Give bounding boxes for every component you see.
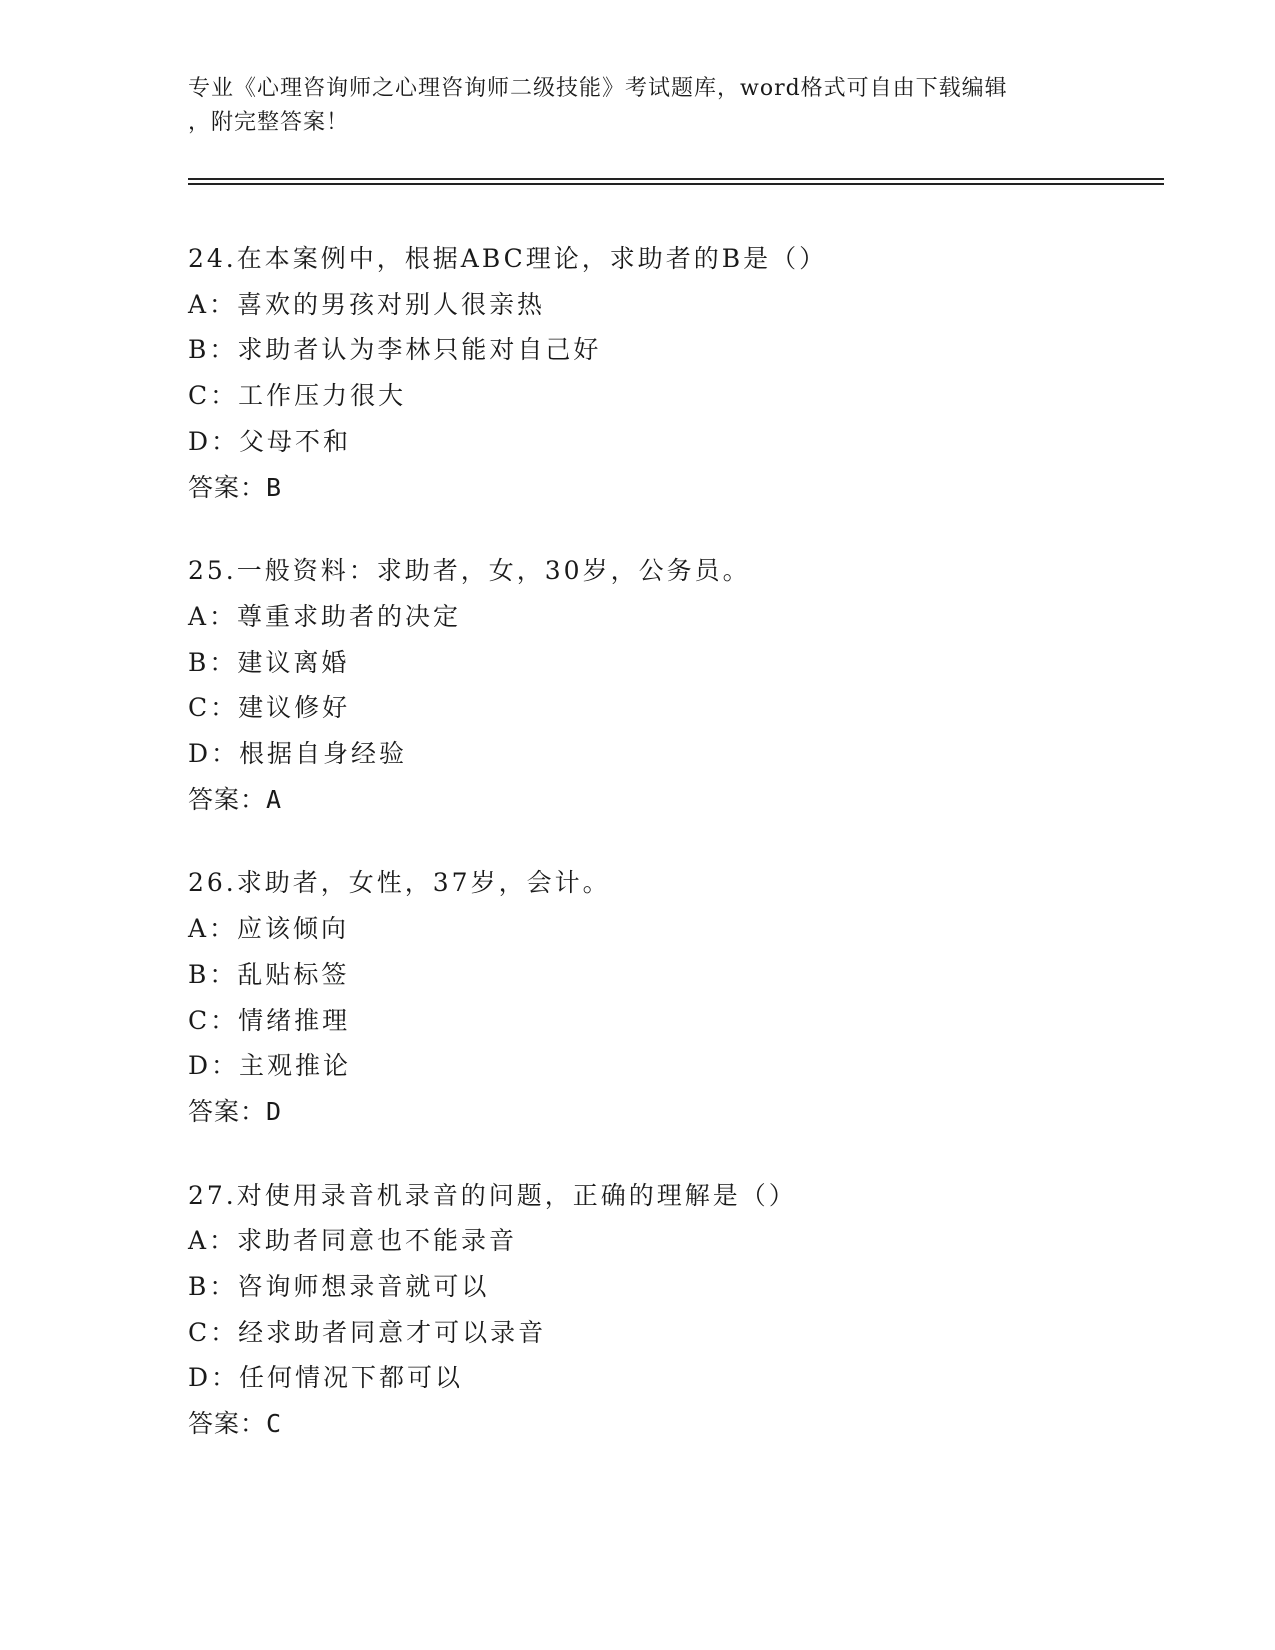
question-text: 27.对使用录音机录音的问题，正确的理解是（） [188,1180,797,1210]
question-list [188,236,1168,1485]
option-d: D：主观推论 [188,1051,352,1081]
option-b: B：乱贴标签 [188,959,350,989]
option-d: D：父母不和 [188,426,352,456]
header-rule-bottom [188,183,1164,185]
question-25 [188,548,1168,822]
header-rule-top [188,178,1164,180]
option-c: C：建议修好 [188,693,351,723]
option-c: C：工作压力很大 [188,381,407,411]
option-a: A：喜欢的男孩对别人很亲热 [188,289,546,319]
document-header [188,72,1088,140]
question-text: 25.一般资料：求助者，女，30岁，公务员。 [188,556,751,586]
question-text: 24.在本案例中，根据ABC理论，求助者的B是（） [188,244,828,273]
option-a: A：尊重求助者的决定 [188,601,462,631]
question-27 [188,1173,1168,1447]
option-b: B：求助者认为李林只能对自己好 [188,335,602,365]
header-line-1: 专业《心理咨询师之心理咨询师二级技能》考试题库，word格式可自由下载编辑 [188,76,1008,101]
option-b: B：建议离婚 [188,647,350,677]
option-c: C：经求助者同意才可以录音 [188,1317,547,1347]
answer: 答案：B [188,472,283,502]
option-d: D：根据自身经验 [188,739,408,769]
option-a: A：应该倾向 [188,914,350,944]
answer: 答案：D [188,1096,283,1126]
option-d: D：任何情况下都可以 [188,1363,464,1393]
option-c: C：情绪推理 [188,1005,351,1035]
question-24 [188,236,1168,510]
header-line-2: ，附完整答案！ [188,110,350,135]
answer: 答案：A [188,784,283,814]
answer: 答案：C [188,1409,283,1439]
question-text: 26.求助者，女性，37岁，会计。 [188,868,611,898]
option-a: A：求助者同意也不能录音 [188,1226,518,1256]
option-b: B：咨询师想录音就可以 [188,1272,490,1302]
question-26 [188,860,1168,1134]
